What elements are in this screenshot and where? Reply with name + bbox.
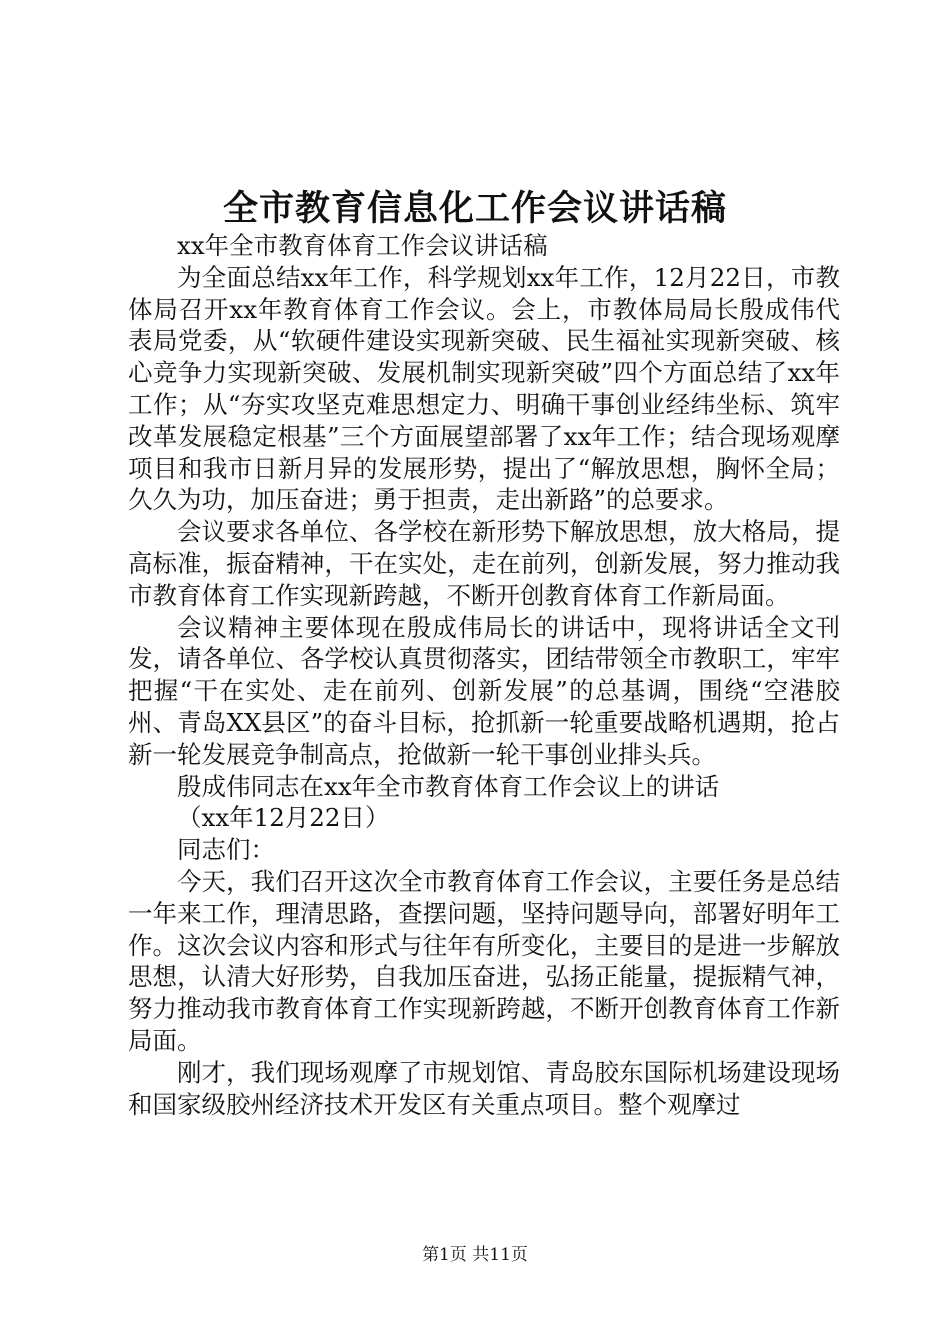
- paragraph-8: 今天，我们召开这次全市教育体育工作会议，主要任务是总结一年来工作，理清思路，查摆问题，坚持问题导向，部署好明年工作。这次会议内容和形式与往年有所变化，主要目的是进一步解放思想，认清大好形势，自我加压奋进，弘扬正能量，提振精气神，努力推动我市教育体育工作实现新跨越，不断开创教育体育工作新局面。: [128, 866, 840, 1055]
- paragraph-9: 刚才，我们现场观摩了市规划馆、青岛胶东国际机场建设现场和国家级胶州经济技术开发区有关重点项目。整个观摩过: [128, 1057, 840, 1119]
- paragraph-6: （xx年12月22日）: [177, 803, 390, 833]
- paragraph-5: 殷成伟同志在xx年全市教育体育工作会议上的讲话: [177, 771, 720, 801]
- paragraph-1: xx年全市教育体育工作会议讲话稿: [177, 231, 548, 260]
- paragraph-2: 为全面总结xx年工作，科学规划xx年工作，12月22日，市教体局召开xx年教育体育工作会议。会上，市教体局局长殷成伟代表局党委，从“软硬件建设实现新突破、民生福祉实现新突破、核心竞争力实现新突破、发展机制实现新突破”四个方面总结了xx年工作；从“夯实攻坚克难思想定力、明确干事创业经纬坐标、筑牢改革发展稳定根基”三个方面展望部署了xx年工作；结合现场观摩项目和我市日新月异的发展形势，提出了“解放思想，胸怀全局；久久为功，加压奋进；勇于担责，走出新路”的总要求。: [128, 262, 840, 515]
- page-footer: 第1页 共11页: [422, 1245, 528, 1265]
- paragraph-4: 会议精神主要体现在殷成伟局长的讲话中，现将讲话全文刊发，请各单位、各学校认真贯彻落实，团结带领全市教职工，牢牢把握“干在实处、走在前列、创新发展”的总基调，围绕“空港胶州、青岛XX县区”的奋斗目标，抢抓新一轮重要战略机遇期，抢占新一轮发展竞争制高点，抢做新一轮干事创业排头兵。: [128, 612, 840, 769]
- paragraph-7: 同志们：: [177, 835, 275, 865]
- paragraph-3: 会议要求各单位、各学校在新形势下解放思想，放大格局，提高标准，振奋精神，干在实处，走在前列，创新发展，努力推动我市教育体育工作实现新跨越，不断开创教育体育工作新局面。: [128, 517, 840, 610]
- document-body: [128, 230, 840, 1120]
- document-title: 全市教育信息化工作会议讲话稿: [222, 188, 727, 229]
